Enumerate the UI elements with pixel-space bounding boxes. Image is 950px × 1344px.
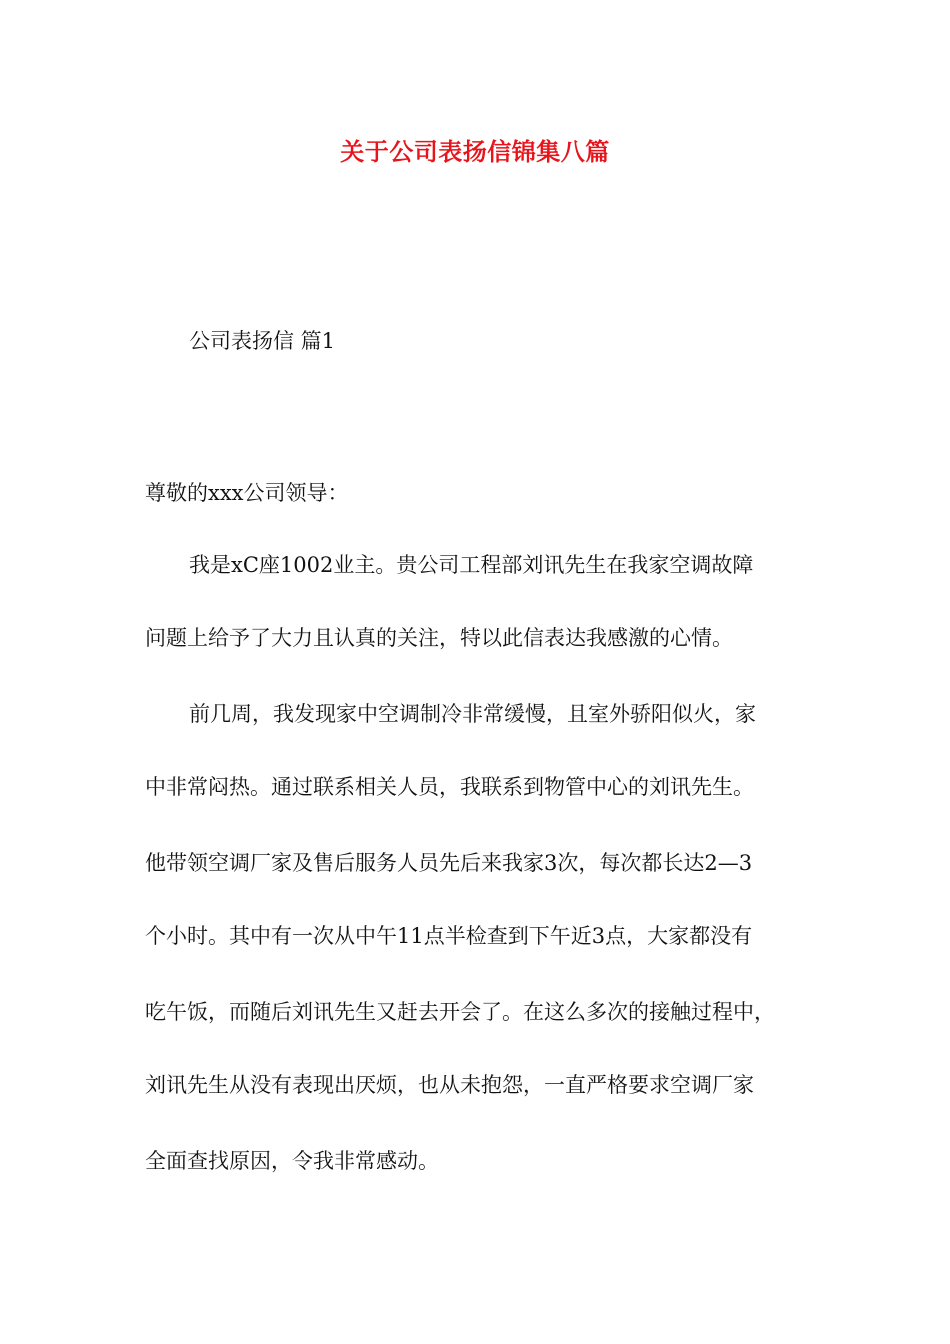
paragraph-2-line-5: 吃午饭，而随后刘讯先生又赶去开会了。在这么多次的接触过程中， <box>145 1000 775 1024</box>
paragraph-2-line-4: 个小时。其中有一次从中午11点半检查到下午近3点，大家都没有 <box>145 924 753 948</box>
paragraph-1-line-1: 我是xC座1002业主。贵公司工程部刘讯先生在我家空调故障 <box>189 553 754 577</box>
paragraph-2-line-2: 中非常闷热。通过联系相关人员，我联系到物管中心的刘讯先生。 <box>145 775 754 799</box>
document-title: 关于公司表扬信锦集八篇 <box>340 138 610 166</box>
paragraph-2-line-1: 前几周，我发现家中空调制冷非常缓慢，且室外骄阳似火，家 <box>189 702 756 726</box>
salutation: 尊敬的xxx公司领导： <box>145 481 349 505</box>
section-heading: 公司表扬信 篇1 <box>189 329 336 353</box>
paragraph-2-line-6: 刘讯先生从没有表现出厌烦，也从未抱怨，一直严格要求空调厂家 <box>145 1073 754 1097</box>
paragraph-1-line-2: 问题上给予了大力且认真的关注，特以此信表达我感激的心情。 <box>145 626 733 650</box>
paragraph-2-line-7: 全面查找原因，令我非常感动。 <box>145 1149 439 1173</box>
paragraph-2-line-3: 他带领空调厂家及售后服务人员先后来我家3次，每次都长达2—3 <box>145 851 753 875</box>
